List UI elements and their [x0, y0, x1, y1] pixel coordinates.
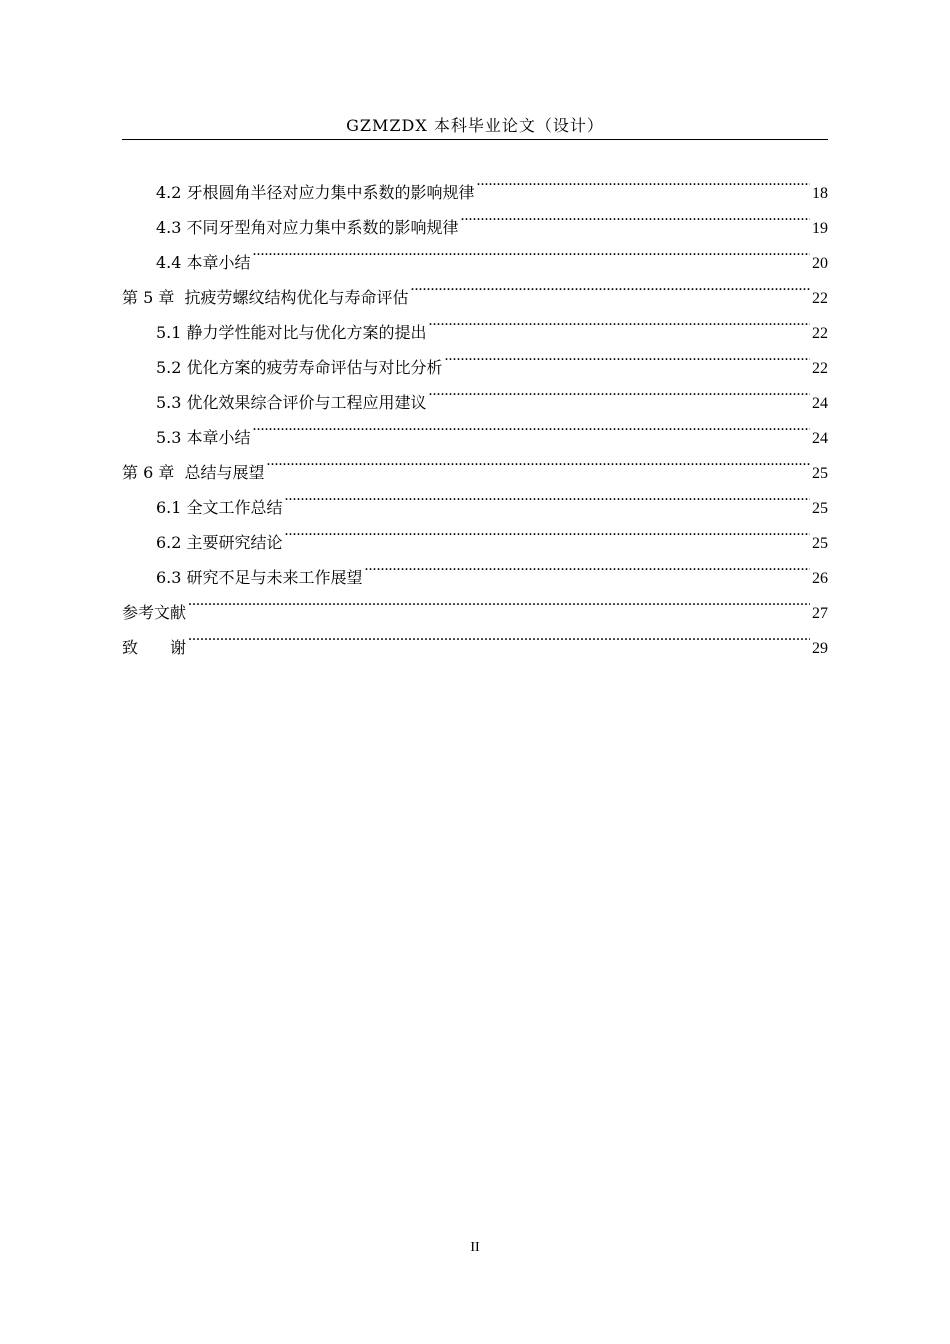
toc-entry-title: 6.3 研究不足与未来工作展望: [156, 568, 363, 587]
toc-leader-dots: [445, 338, 810, 373]
toc-entry-page: 18: [812, 185, 828, 202]
toc-entry-page: 22: [812, 360, 828, 377]
toc-leader-dots: [188, 618, 810, 653]
toc-leader-dots: [253, 408, 810, 443]
toc-entry-title: 第 5 章 抗疲劳螺纹结构优化与寿命评估: [122, 288, 409, 307]
toc-entry-page: 26: [812, 570, 828, 587]
toc-entry-title: 参考文献: [122, 603, 187, 622]
toc-leader-dots: [267, 443, 810, 478]
toc-entry-page: 25: [812, 535, 828, 552]
toc-entry-title: 6.1 全文工作总结: [156, 498, 283, 517]
page-number: II: [470, 1240, 480, 1255]
toc-entry-page: 29: [812, 640, 828, 657]
toc-leader-dots: [429, 373, 810, 408]
toc-entry-title: 致 谢: [122, 638, 187, 657]
table-of-contents: [122, 163, 828, 657]
toc-entry[interactable]: [122, 618, 828, 657]
toc-entry-title: 5.3 优化效果综合评价与工程应用建议: [156, 393, 427, 412]
toc-entry-page: 25: [812, 500, 828, 517]
toc-leader-dots: [365, 548, 810, 583]
toc-leader-dots: [461, 198, 810, 233]
page-header: GZMZDX 本科毕业论文（设计）: [346, 116, 604, 135]
toc-leader-dots: [253, 233, 810, 268]
toc-leader-dots: [411, 268, 810, 303]
toc-entry-title: 5.3 本章小结: [156, 428, 251, 447]
toc-entry-title: 第 6 章 总结与展望: [122, 463, 265, 482]
toc-entry-title: 4.3 不同牙型角对应力集中系数的影响规律: [156, 218, 459, 237]
toc-leader-dots: [285, 478, 810, 513]
toc-leader-dots: [429, 303, 810, 338]
toc-entry-title: 6.2 主要研究结论: [156, 533, 283, 552]
toc-entry-page: 22: [812, 290, 828, 307]
toc-entry-title: 4.2 牙根圆角半径对应力集中系数的影响规律: [156, 183, 475, 202]
toc-entry[interactable]: [122, 583, 828, 622]
toc-leader-dots: [477, 163, 810, 198]
toc-entry-page: 24: [812, 395, 828, 412]
toc-entry-page: 20: [812, 255, 828, 272]
toc-entry-title: 4.4 本章小结: [156, 253, 251, 272]
toc-leader-dots: [188, 583, 810, 618]
toc-entry-title: 5.1 静力学性能对比与优化方案的提出: [156, 323, 427, 342]
toc-entry[interactable]: [122, 163, 828, 202]
toc-entry-page: 19: [812, 220, 828, 237]
toc-entry-page: 25: [812, 465, 828, 482]
header-rule: [122, 139, 828, 140]
toc-entry-title: 5.2 优化方案的疲劳寿命评估与对比分析: [156, 358, 443, 377]
toc-entry-page: 22: [812, 325, 828, 342]
toc-entry-page: 24: [812, 430, 828, 447]
toc-leader-dots: [285, 513, 810, 548]
toc-entry-page: 27: [812, 605, 828, 622]
